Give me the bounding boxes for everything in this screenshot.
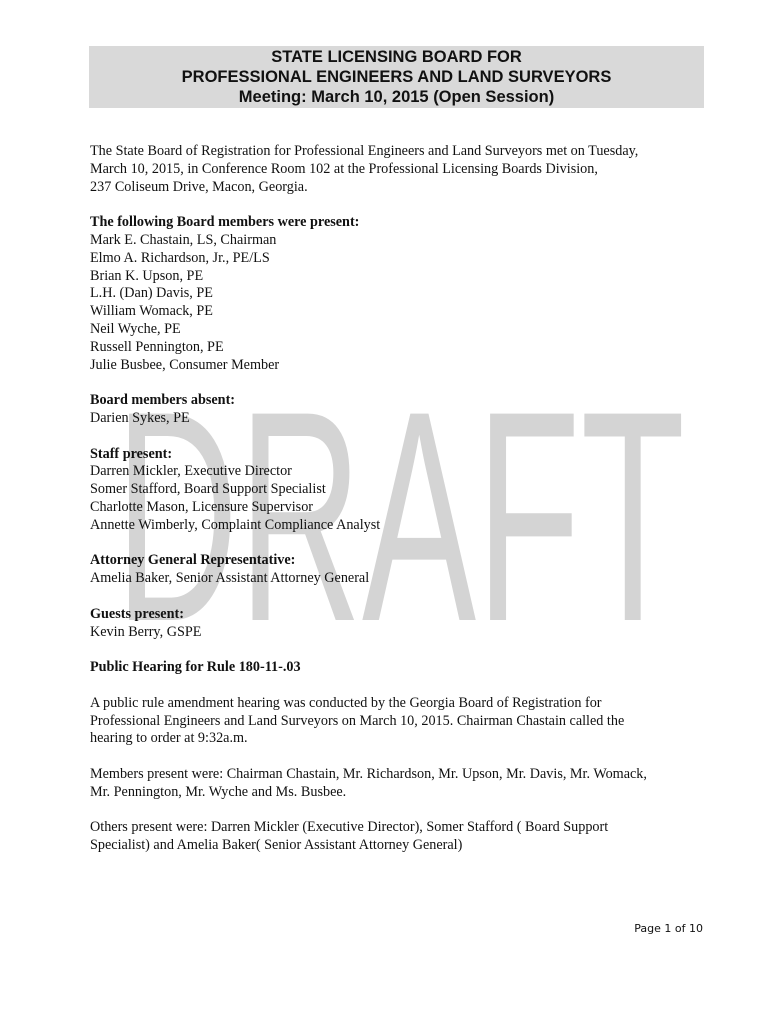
members-present-heading: The following Board members were present: [90,214,360,231]
hearing-line: A public rule amendment hearing was conducted by the Georgia Board of Registration for [90,694,602,711]
attorney-name: Amelia Baker, Senior Assistant Attorney General [90,570,370,587]
document-body [90,143,710,855]
page-number: Page 1 of 10 [634,922,703,935]
member-name: Darien Sykes, PE [90,409,190,426]
attorney-heading: Attorney General Representative: [90,552,296,569]
public-hearing-section [90,659,710,855]
members-absent-section [90,392,710,428]
member-name: Russell Pennington, PE [90,338,224,355]
member-name: Julie Busbee, Consumer Member [90,356,280,373]
intro-paragraph [90,143,710,196]
member-name: Elmo A. Richardson, Jr., PE/LS [90,249,270,266]
hearing-line: Specialist) and Amelia Baker( Senior Assistant Attorney General) [90,837,463,854]
staff-name: Annette Wimberly, Complaint Compliance Analyst [90,516,381,533]
attorney-section [90,552,710,588]
member-name: Mark E. Chastain, LS, Chairman [90,231,277,248]
members-present-section [90,214,710,374]
hearing-line: Others present were: Darren Mickler (Executive Director), Somer Stafford ( Board Support [90,819,609,836]
guest-name: Kevin Berry, GSPE [90,623,202,640]
public-hearing-heading: Public Hearing for Rule 180-11-.03 [90,659,301,676]
header-title-line-2: PROFESSIONAL ENGINEERS AND LAND SURVEYORS [181,68,612,86]
staff-name: Somer Stafford, Board Support Specialist [90,481,326,498]
member-name: L.H. (Dan) Davis, PE [90,285,213,302]
hearing-line: Members present were: Chairman Chastain, Mr. Richardson, Mr. Upson, Mr. Davis, Mr. Womack, [90,765,647,782]
staff-present-heading: Staff present: [90,445,173,462]
document-header [89,46,704,108]
hearing-line: Professional Engineers and Land Surveyors on March 10, 2015. Chairman Chastain called the [90,712,625,729]
guests-heading: Guests present: [90,605,184,622]
hearing-paragraph [90,695,710,748]
staff-name: Charlotte Mason, Licensure Supervisor [90,498,314,515]
staff-present-section [90,446,710,535]
member-name: William Womack, PE [90,303,213,320]
members-absent-heading: Board members absent: [90,392,236,409]
others-present-paragraph [90,819,710,855]
guests-section [90,606,710,642]
intro-line: The State Board of Registration for Professional Engineers and Land Surveyors met on Tuesday, [90,143,639,159]
member-name: Brian K. Upson, PE [90,267,204,284]
header-title-line-1: STATE LICENSING BOARD FOR [271,48,522,66]
members-present-paragraph [90,766,710,802]
member-name: Neil Wyche, PE [90,320,181,337]
header-meeting-line: Meeting: March 10, 2015 (Open Session) [238,88,555,106]
hearing-line: hearing to order at 9:32a.m. [90,730,248,747]
hearing-line: Mr. Pennington, Mr. Wyche and Ms. Busbee. [90,783,347,800]
intro-line: March 10, 2015, in Conference Room 102 at the Professional Licensing Boards Division, [90,160,598,177]
staff-name: Darren Mickler, Executive Director [90,463,292,480]
watermark-text: DRAFT [115,348,685,684]
intro-line: 237 Coliseum Drive, Macon, Georgia. [90,178,308,195]
